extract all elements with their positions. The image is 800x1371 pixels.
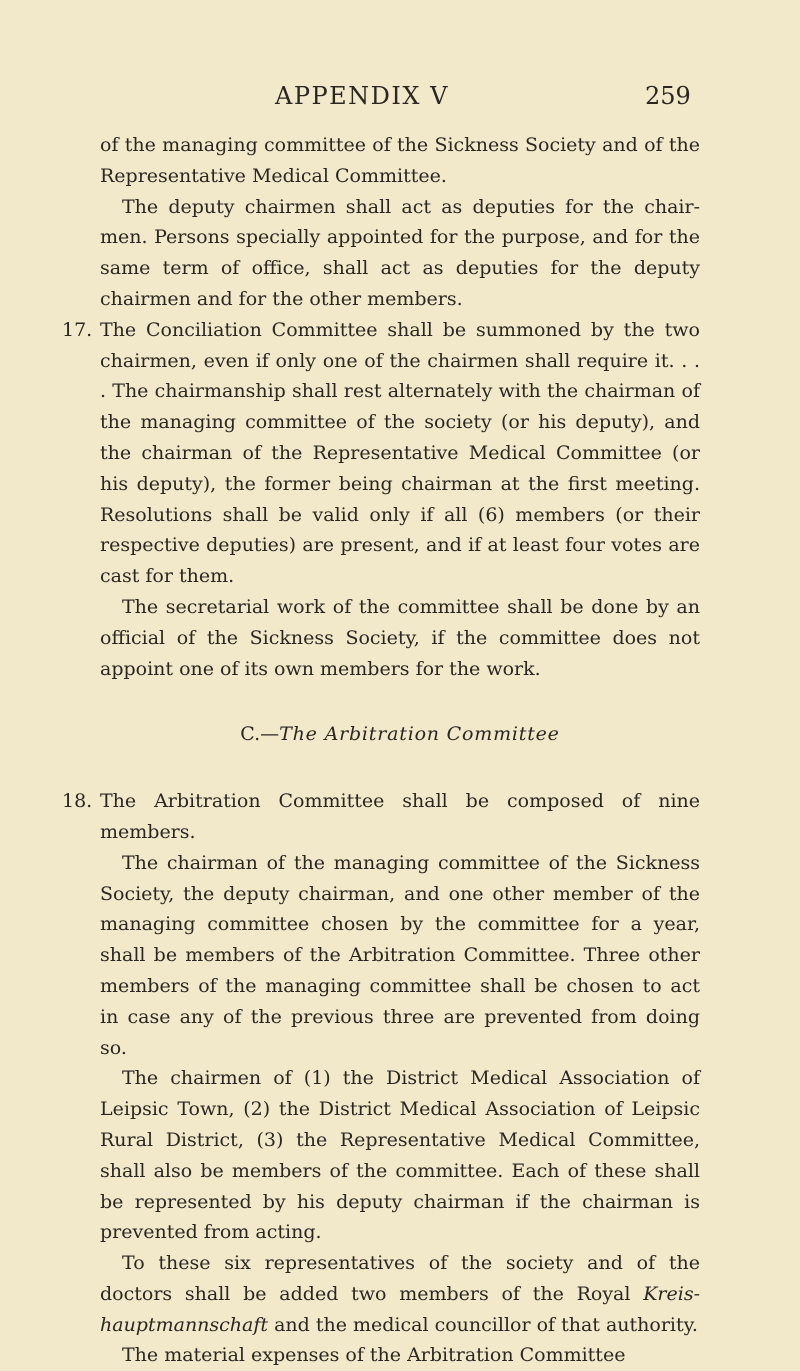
clause-18-number: 18. (62, 790, 93, 813)
paragraph-medical-chairmen: The chairmen of (1) the District Medical Association of Leipsic Town, (2) the District Medical Association of Leipsic Rural District, (3) the Representative Medical Committee, shall also be members of the committee. Each of these shall be represented by his deputy chairman if the chairman is prevented from acting. (100, 1067, 700, 1244)
clause-18-text: The Arbitration Committee shall be composed of nine members. (100, 790, 700, 843)
running-head: APPENDIX V (275, 82, 449, 110)
body-text (62, 130, 700, 1371)
clause-17-text: The Conciliation Committee shall be summoned by the two chairmen, even if only one of the chairmen shall require it. . . . The chairmanship shall rest alternately with the chairman of the managing committee of the society (or his deputy), and the chairman of the Representative Medical Committee (or his deputy), the former being chairman at the first meeting. Resolutions shall be valid only if all (6) members (or their respective deputies) are present, and if at least four votes are cast for them. (100, 318, 700, 588)
clause-17 (62, 315, 700, 592)
page-number: 259 (645, 82, 691, 110)
foreign-term: Kreis-hauptmannschaft (100, 1282, 700, 1336)
section-heading (100, 719, 700, 750)
section-heading-prefix: C.— (240, 723, 280, 746)
paragraph-deputy-chairmen: The deputy chairmen shall act as deputies for the chair-men. Persons specially appointed for the purpose, and for the same term of office, shall act as deputies for the deputy chairmen and for the other members. (100, 195, 700, 310)
clause-18 (62, 786, 700, 848)
paragraph-continuation: of the managing committee of the Sickness Society and of the Representative Medical Committee. (100, 134, 700, 187)
paragraph-additional-members-after: and the medical councillor of that authority. (268, 1313, 698, 1336)
paragraph-secretarial-work: The secretarial work of the committee shall be done by an official of the Sickness Society, if the committee does not appoint one of its own members for the work. (100, 595, 700, 680)
paragraph-committee-members: The chairman of the managing committee of the Sickness Society, the deputy chairman, and one other member of the managing committee chosen by the committee for a year, shall be members of the Arbitration Committee. Three other members of the managing committee shall be chosen to act in case any of the previous three are prevented from doing so. (100, 851, 700, 1059)
clause-17-number: 17. (62, 318, 93, 341)
paragraph-additional-members (100, 1248, 700, 1340)
paragraph-additional-members-before: To these six representatives of the society and of the doctors shall be added two members of the Royal (100, 1252, 700, 1305)
page-header (0, 80, 800, 120)
section-heading-title: The Arbitration Committee (279, 723, 560, 746)
paragraph-material-expenses: The material expenses of the Arbitration Committee (122, 1344, 626, 1367)
